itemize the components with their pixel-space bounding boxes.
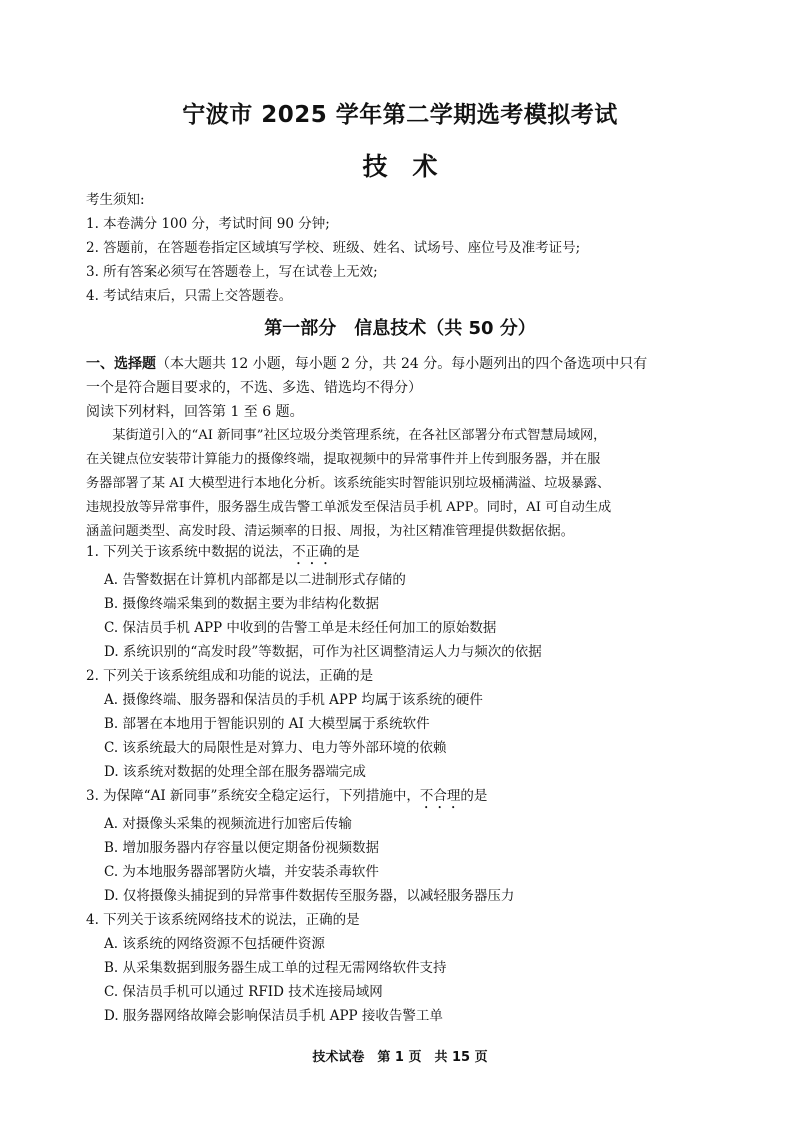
question-stem — [86, 784, 746, 812]
section-description-cont: 一个是符合题目要求的，不选、多选、错选均不得分） — [86, 380, 422, 396]
stem-text: 1. 下列关于该系统中数据的说法， — [86, 544, 293, 560]
page-footer: 技术试卷 第 1 页 共 15 页 — [312, 1050, 488, 1065]
notice-item: 4. 考试结束后，只需上交答题卷。 — [86, 288, 293, 304]
option-d: D. 仅将摄像头捕捉到的异常事件数据传至服务器，以减轻服务器压力 — [104, 888, 515, 904]
notice-heading: 考生须知: — [86, 192, 145, 208]
option-b: B. 摄像终端采集到的数据主要为非结构化数据 — [104, 596, 380, 612]
option-a: A. 对摄像头采集的视频流进行加密后传输 — [104, 816, 352, 832]
question-4 — [86, 908, 746, 1028]
notice-item: 1. 本卷满分 100 分，考试时间 90 分钟; — [86, 216, 330, 232]
option-a: A. 告警数据在计算机内部都是以二进制形式存储的 — [104, 572, 406, 588]
notice-item: 3. 所有答案必须写在答题卷上，写在试卷上无效; — [86, 264, 378, 280]
material-line: 涵盖问题类型、高发时段、清运频率的日报、周报，为社区精准管理提供数据依据。 — [86, 524, 574, 539]
option-c: C. 该系统最大的局限性是对算力、电力等外部环境的依赖 — [104, 740, 447, 756]
stem-emphasis: 不正确 — [292, 544, 333, 560]
material-line: 在关键点位安装带计算能力的摄像终端，提取视频中的异常事件并上传到服务器，并在服 — [86, 452, 601, 467]
question-stem — [86, 664, 746, 688]
option-b: B. 增加服务器内存容量以便定期备份视频数据 — [104, 840, 380, 856]
section-label: 一、选择题 — [86, 356, 156, 372]
stem-text-end: 的是 — [460, 788, 488, 804]
material-line: 违规投放等异常事件，服务器生成告警工单派发至保洁员手机 APP。同时，AI 可自动生成 — [86, 500, 612, 515]
material-line: 某街道引入的“AI 新同事”社区垃圾分类管理系统，在各社区部署分布式智慧局域网， — [86, 428, 607, 443]
exam-title: 宁波市 2025 学年第二学期选考模拟考试 — [182, 102, 618, 128]
option-d: D. 该系统对数据的处理全部在服务器端完成 — [104, 764, 366, 780]
option-a: A. 摄像终端、服务器和保洁员的手机 APP 均属于该系统的硬件 — [104, 692, 483, 708]
material-line: 务器部署了某 AI 大模型进行本地化分析。该系统能实时智能识别垃圾桶满溢、垃圾暴露、 — [86, 476, 611, 491]
question-3 — [86, 784, 746, 908]
stem-text: 3. 为保障“AI 新同事”系统安全稳定运行，下列措施中， — [86, 788, 420, 804]
option-d: D. 服务器网络故障会影响保洁员手机 APP 接收告警工单 — [104, 1008, 443, 1024]
option-d: D. 系统识别的“高发时段”等数据，可作为社区调整清运人力与频次的依据 — [104, 644, 542, 660]
part-heading: 第一部分 信息技术（共 50 分） — [264, 318, 536, 339]
option-b: B. 从采集数据到服务器生成工单的过程无需网络软件支持 — [104, 960, 447, 976]
notice-item: 2. 答题前，在答题卷指定区域填写学校、班级、姓名、试场号、座位号及准考证号; — [86, 240, 581, 256]
reading-instruction: 阅读下列材料，回答第 1 至 6 题。 — [86, 404, 304, 420]
option-b: B. 部署在本地用于智能识别的 AI 大模型属于系统软件 — [104, 716, 430, 732]
stem-text: 2. 下列关于该系统组成和功能的说法，正确的是 — [86, 668, 374, 684]
section-description: （本大题共 12 小题，每小题 2 分，共 24 分。每小题列出的四个备选项中只有 — [156, 356, 648, 372]
stem-text-end: 的是 — [332, 544, 360, 560]
reading-material — [86, 424, 726, 544]
question-2 — [86, 664, 746, 784]
option-c: C. 保洁员手机可以通过 RFID 技术连接局域网 — [104, 984, 383, 1000]
section-header — [86, 352, 726, 424]
option-c: C. 为本地服务器部署防火墙，并安装杀毒软件 — [104, 864, 379, 880]
question-1 — [86, 540, 746, 664]
stem-emphasis: 不合理 — [419, 788, 461, 804]
stem-text: 4. 下列关于该系统网络技术的说法，正确的是 — [86, 912, 360, 928]
candidate-notice — [86, 188, 580, 308]
question-stem — [86, 540, 746, 568]
option-c: C. 保洁员手机 APP 中收到的告警工单是未经任何加工的原始数据 — [104, 620, 497, 636]
subject-title: 技 术 — [362, 152, 438, 181]
question-stem — [86, 908, 746, 932]
option-a: A. 该系统的网络资源不包括硬件资源 — [104, 936, 325, 952]
question-list — [86, 540, 746, 1028]
